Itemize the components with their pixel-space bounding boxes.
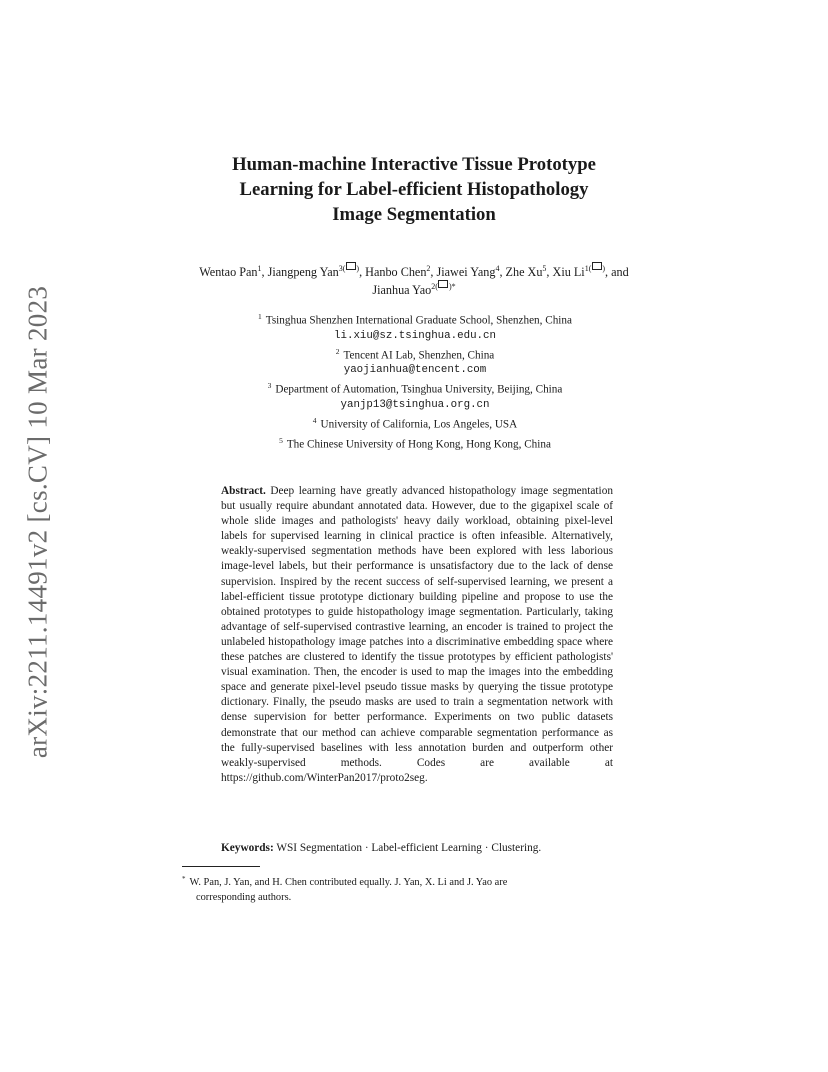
author-sup: 5	[542, 264, 547, 273]
footnote-text: corresponding authors.	[196, 891, 292, 903]
abstract	[221, 484, 613, 786]
affiliation-list	[200, 309, 630, 453]
author-conjunction: and	[611, 265, 629, 280]
affiliation-number: 2	[335, 346, 340, 356]
title-line: Image Segmentation	[332, 204, 496, 225]
affiliation-email: yanjp13@tsinghua.org.cn	[340, 399, 490, 412]
affiliation-item	[200, 344, 630, 364]
abstract-text: Deep learning have greatly advanced histopathology image segmentation but usually require abundant annotated data. However, due to the gigapixel scale of whole slide images and pathologists' heavy daily workload, obtaining pixel-level labels for supervised learning in clinical practice is often infeasible. Alternatively, weakly-supervised segmentation methods have been explored with less laborious image-level labels, but their performance is unsatisfactory due to the lack of dense supervision. Inspired by the recent success of self-supervised learning, we present a label-efficient tissue prototype dictionary building pipeline and propose to use the obtained prototypes to guide histopathology image segmentation. Particularly, taking advantage of self-supervised contrastive learning, an encoder is trained to project the unlabeled histopathology image patches into a discriminative embedding space where these patches are clustered to identify the tissue prototypes by efficient pathologists' visual examination. Then, the encoder is used to map the images into the embedding space and generate pixel-level pseudo tissue masks by querying the tissue prototype dictionary. Finally, the pseudo masks are used to train a segmentation network with dense supervision for better performance. Experiments on two public datasets demonstrate that our method can achieve comparable segmentation performance as the fully-supervised baselines with less annotation burden and outperform other weakly-supervised methods. Codes are available at https://github.com/WinterPan2017/proto2seg.	[221, 485, 613, 784]
author-name: Jianhua Yao	[372, 283, 432, 298]
paper-title	[160, 152, 668, 227]
author-name: Jiangpeng Yan	[267, 265, 339, 280]
author-name: Zhe Xu	[505, 265, 543, 280]
affiliation-name: The Chinese University of Hong Kong, Hong Kong, China	[286, 438, 551, 451]
affiliation-number: 1	[258, 312, 262, 321]
affiliation-item	[200, 433, 630, 453]
arxiv-sidebar-stamp	[18, 282, 58, 762]
affiliation-number: 4	[312, 416, 317, 426]
author-sup: 1	[257, 264, 262, 273]
author-name: Xiu Li	[552, 265, 585, 280]
affiliation-name: University of California, Los Angeles, USA	[320, 418, 518, 431]
title-line: Learning for Label-efficient Histopathology	[239, 179, 589, 200]
affiliation-email: yaojianhua@tencent.com	[343, 364, 487, 377]
author-sup: 4	[495, 264, 500, 273]
affiliation-item	[200, 378, 630, 398]
affiliation-number: 5	[279, 435, 283, 445]
arxiv-identifier: arXiv:2211.14491v2 [cs.CV] 10 Mar 2023	[22, 285, 53, 759]
affiliation-name: Tsinghua Shenzhen International Graduate School, Shenzhen, China	[265, 314, 572, 327]
author-sup: 2(	[431, 282, 438, 292]
envelope-icon	[592, 262, 602, 270]
author-sup: 1(	[584, 264, 592, 273]
abstract-label: Abstract.	[221, 485, 266, 497]
keywords	[221, 841, 621, 856]
footnote	[182, 872, 652, 905]
author-name: Hanbo Chen	[365, 265, 427, 280]
author-sup: 2	[426, 264, 431, 273]
author-sup: 3(	[338, 264, 346, 273]
affiliation-name: Department of Automation, Tsinghua University, Beijing, China	[275, 384, 563, 397]
envelope-icon	[346, 262, 356, 270]
footnote-mark: *	[182, 875, 186, 883]
footnote-divider	[182, 866, 260, 867]
affiliation-email: li.xiu@sz.tsinghua.edu.cn	[334, 329, 496, 342]
author-list: Wentao Pan$^1$, Jiangpeng Yan$^{3( )}$, Hanbo Chen$^2$, Jiawei Yang$^4$, Zhe Xu$^5$, Xiu $Li^{1( )}$, and Jianhua Yao$^{2( )*}$	[199, 264, 629, 298]
affiliation-name: Tencent AI Lab, Shenzhen, China	[343, 349, 495, 362]
keywords-label: Keywords:	[221, 842, 274, 854]
envelope-icon	[438, 280, 448, 288]
author-name: Wentao Pan	[199, 265, 258, 280]
author-name: Jiawei Yang	[436, 265, 496, 280]
affiliation-number: 3	[267, 381, 272, 391]
affiliation-item	[200, 309, 630, 329]
footnote-text: W. Pan, J. Yan, and H. Chen contributed equally. J. Yan, X. Li and J. Yao are	[189, 877, 508, 888]
affiliation-item	[200, 413, 630, 433]
keywords-text: WSI Segmentation · Label-efficient Learning · Clustering.	[276, 842, 542, 854]
title-line: Human-machine Interactive Tissue Prototype	[232, 154, 596, 175]
